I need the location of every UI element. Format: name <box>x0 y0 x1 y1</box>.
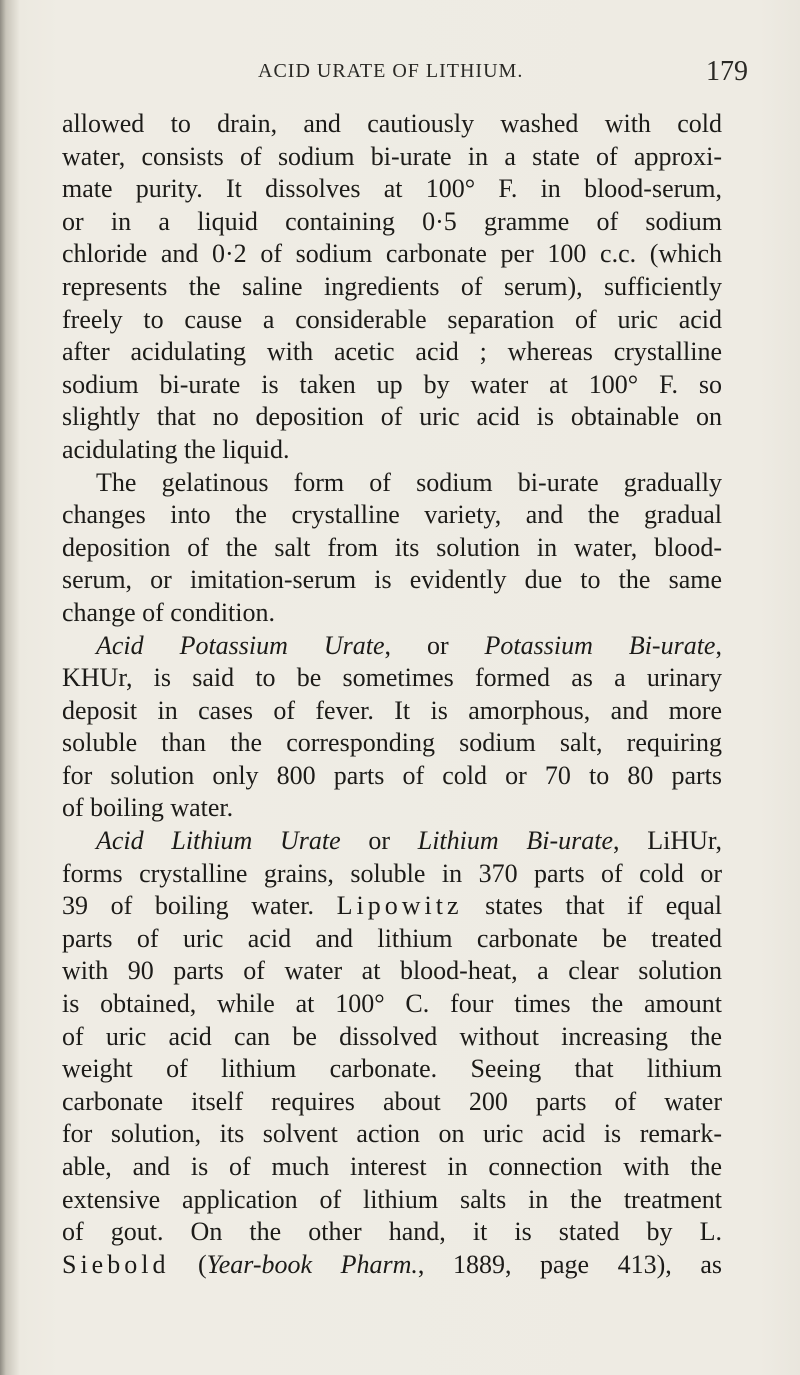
text-segment: 39 of boiling water. <box>62 891 337 921</box>
italic-text: Potassium Bi-urate <box>484 630 716 660</box>
text-segment: for solution only 800 parts of cold or 70 to 80 parts <box>62 760 722 790</box>
italic-text: Acid Lithium Urate <box>96 826 341 856</box>
text-line <box>62 564 722 597</box>
text-segment: carbonate itself requires about 200 parts of water <box>62 1086 722 1116</box>
text-line <box>62 858 722 891</box>
text-line <box>62 760 722 793</box>
text-line <box>62 141 722 174</box>
text-line <box>62 336 722 369</box>
text-line <box>62 662 722 695</box>
text-segment: deposit in cases of fever. It is amorphous, and more <box>62 695 722 725</box>
text-segment: for solution, its solvent action on uric acid is remark- <box>62 1119 722 1149</box>
text-line <box>62 1118 722 1151</box>
italic-text: Year-book Pharm. <box>206 1249 418 1279</box>
page-header <box>0 56 800 86</box>
text-segment: acidulating the liquid. <box>62 434 290 464</box>
text-segment: is obtained, while at 100° C. four times the amount <box>62 989 722 1019</box>
text-line <box>62 238 722 271</box>
text-segment: soluble than the corresponding sodium salt, requiring <box>62 728 722 758</box>
page-number: 179 <box>706 56 748 87</box>
text-segment: chloride and 0·2 of sodium carbonate per 100 c.c. (which <box>62 239 722 269</box>
text-segment: The gelatinous form of sodium bi-urate gradually <box>96 467 722 497</box>
text-segment: after acidulating with acetic acid ; whereas crystalline <box>62 337 722 367</box>
text-segment: , or <box>384 630 485 660</box>
text-line <box>62 988 722 1021</box>
text-segment: ( <box>169 1249 207 1279</box>
text-segment: or in a liquid containing 0·5 gramme of sodium <box>62 206 722 236</box>
text-segment: parts of uric acid and lithium carbonate be treated <box>62 923 722 953</box>
text-segment: water, consists of sodium bi-urate in a state of approxi- <box>62 141 722 171</box>
text-segment: , <box>715 630 722 660</box>
text-line <box>62 271 722 304</box>
text-segment: able, and is of much interest in connection with the <box>62 1152 722 1181</box>
spaced-name: Lipowitz <box>336 891 463 921</box>
text-line <box>62 108 722 141</box>
text-segment: , LiHUr, <box>613 826 722 856</box>
text-segment: forms crystalline grains, soluble in 370 parts of cold or <box>62 858 722 888</box>
text-line <box>62 955 722 988</box>
text-line <box>62 727 722 760</box>
text-line <box>62 1053 722 1086</box>
text-line <box>62 1249 722 1282</box>
text-segment: extensive application of lithium salts in the treatment <box>62 1184 722 1214</box>
text-line <box>62 695 722 728</box>
italic-text: Acid Potassium Urate <box>96 630 385 660</box>
text-segment: slightly that no deposition of uric acid is obtainable on <box>62 402 722 432</box>
text-segment: KHUr, is said to be sometimes formed as a urinary <box>62 663 722 693</box>
text-segment: represents the saline ingredients of serum), sufficiently <box>62 271 722 301</box>
text-segment: states that if equal <box>462 891 722 921</box>
text-line <box>62 499 722 532</box>
text-segment: mate purity. It dissolves at 100° F. in blood-serum, <box>62 174 722 204</box>
spaced-name: Siebold <box>62 1249 170 1279</box>
text-line <box>62 1184 722 1217</box>
text-segment: deposition of the salt from its solution in water, blood- <box>62 532 722 562</box>
text-line <box>62 434 722 467</box>
text-line <box>62 1151 722 1184</box>
text-segment: with 90 parts of water at blood-heat, a clear solution <box>62 956 722 986</box>
text-segment: allowed to drain, and cautiously washed with cold <box>62 109 722 138</box>
text-segment: weight of lithium carbonate. Seeing that lithium <box>62 1054 722 1084</box>
text-segment: of boiling water. <box>62 793 234 823</box>
text-segment: , 1889, page 413), as <box>417 1249 722 1279</box>
text-segment: freely to cause a considerable separation of uric acid <box>62 304 722 334</box>
text-line <box>62 206 722 239</box>
text-segment: serum, or imitation-serum is evidently due to the same <box>62 565 722 595</box>
text-segment: change of condition. <box>62 597 275 627</box>
text-segment: sodium bi-urate is taken up by water at 100° F. so <box>62 369 722 399</box>
body-text <box>62 108 722 1281</box>
text-line <box>62 532 722 565</box>
text-line <box>62 1021 722 1054</box>
text-line <box>62 890 722 923</box>
text-line <box>62 304 722 337</box>
text-line <box>62 792 722 825</box>
text-segment: of uric acid can be dissolved without increasing the <box>62 1021 722 1051</box>
text-line <box>62 467 722 500</box>
text-line <box>62 630 722 663</box>
running-head: ACID URATE OF LITHIUM. <box>258 60 524 82</box>
text-line <box>62 825 722 858</box>
text-segment: or <box>340 826 418 856</box>
text-line <box>62 173 722 206</box>
text-line <box>62 401 722 434</box>
text-segment: of gout. On the other hand, it is stated by L. <box>62 1217 722 1247</box>
text-segment: changes into the crystalline variety, and the gradual <box>62 500 722 530</box>
text-line <box>62 597 722 630</box>
text-line <box>62 1086 722 1119</box>
text-line <box>62 369 722 402</box>
italic-text: Lithium Bi-urate <box>417 826 613 856</box>
text-line <box>62 923 722 956</box>
text-line <box>62 1216 722 1249</box>
